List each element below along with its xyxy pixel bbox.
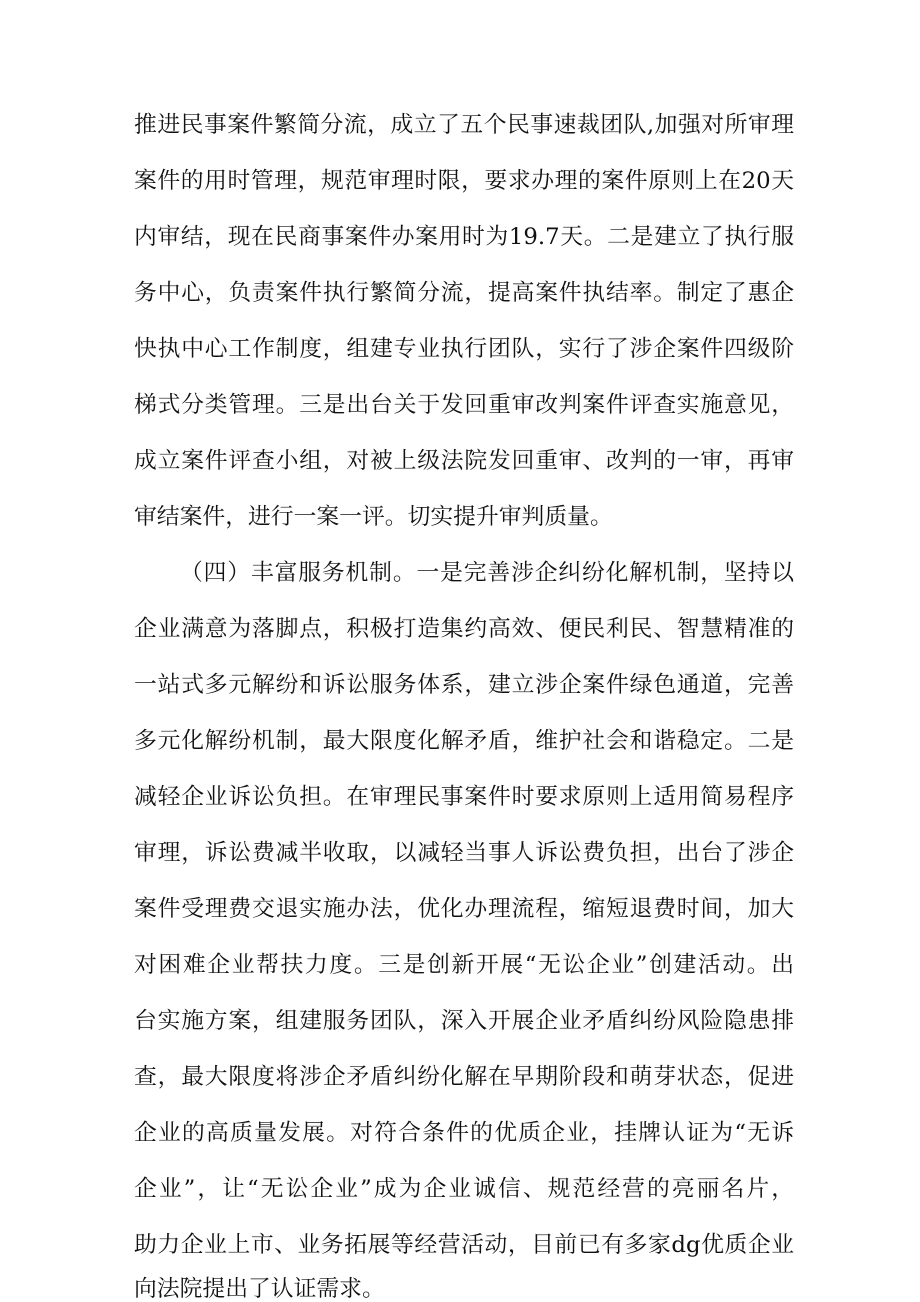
text-line: 审理，诉讼费减半收取，以减轻当事人诉讼费负担，出台了涉企	[134, 840, 794, 866]
text-line: 查，最大限度将涉企矛盾纠纷化解在早期阶段和萌芽状态，促进	[134, 1064, 794, 1090]
text-line: 企业”，让“无讼企业”成为企业诚信、规范经营的亮丽名片，	[134, 1176, 794, 1202]
text-line: （四）丰富服务机制。一是完善涉企纠纷化解机制，坚持以	[180, 560, 794, 586]
text-line: 推进民事案件繁简分流，成立了五个民事速裁团队,加强对所审理	[134, 112, 794, 138]
text-line: 梯式分类管理。三是出台关于发回重审改判案件评查实施意见，	[134, 392, 794, 418]
text-line: 审结案件，进行一案一评。切实提升审判质量。	[134, 504, 613, 530]
text-line: 快执中心工作制度，组建专业执行团队，实行了涉企案件四级阶	[134, 336, 794, 362]
text-line: 务中心，负责案件执行繁简分流，提高案件执结率。制定了惠企	[134, 280, 794, 306]
text-line: 多元化解纷机制，最大限度化解矛盾，维护社会和谐稳定。二是	[134, 728, 794, 754]
text-line: 案件的用时管理，规范审理时限，要求办理的案件原则上在20天	[134, 168, 794, 194]
text-line: 企业的高质量发展。对符合条件的优质企业，挂牌认证为“无诉	[134, 1120, 794, 1146]
text-line: 减轻企业诉讼负担。在审理民事案件时要求原则上适用简易程序	[134, 784, 794, 810]
text-line: 一站式多元解纷和诉讼服务体系，建立涉企案件绿色通道，完善	[134, 672, 794, 698]
text-line: 台实施方案，组建服务团队，深入开展企业矛盾纠纷风险隐患排	[134, 1008, 794, 1034]
text-line: 内审结，现在民商事案件办案用时为19.7天。二是建立了执行服	[134, 224, 794, 250]
text-line: 成立案件评查小组，对被上级法院发回重审、改判的一审，再审	[134, 448, 794, 474]
text-line: 案件受理费交退实施办法，优化办理流程，缩短退费时间，加大	[134, 896, 794, 922]
text-line: 企业满意为落脚点，积极打造集约高效、便民利民、智慧精准的	[134, 616, 794, 642]
text-line: 助力企业上市、业务拓展等经营活动，目前已有多家dg优质企业	[134, 1232, 794, 1258]
text-line: 向法院提出了认证需求。	[134, 1276, 385, 1302]
text-line: 对困难企业帮扶力度。三是创新开展“无讼企业”创建活动。出	[134, 952, 794, 978]
